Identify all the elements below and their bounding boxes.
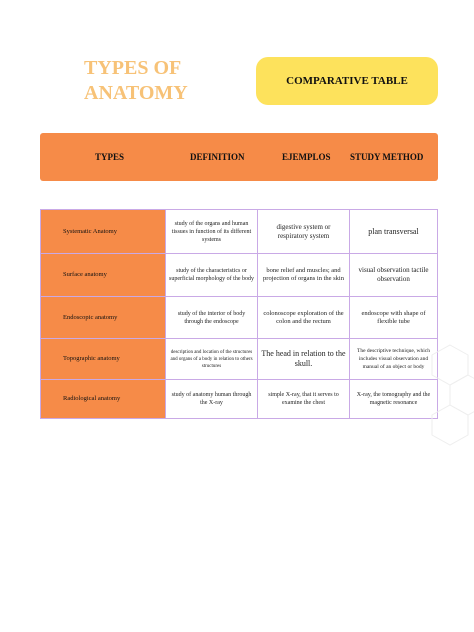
title-line-2: ANATOMY — [84, 82, 188, 104]
cell-definition: study of the interior of body through the endoscope — [165, 297, 257, 338]
cell-example: colonoscope exploration of the colon and the rectum — [257, 297, 349, 338]
cell-type: Systematic Anatomy — [41, 210, 165, 253]
table-row — [41, 380, 437, 418]
cell-example: digestive system or respiratory system — [257, 210, 349, 253]
header-definition: DEFINITION — [190, 152, 245, 162]
header-study-method: STUDY METHOD — [350, 152, 424, 162]
cell-method: X-ray, the tomography and the magnetic resonance — [349, 380, 437, 418]
cell-type: Surface anatomy — [41, 254, 165, 296]
header-types: TYPES — [95, 152, 125, 162]
cell-type: Radiological anatomy — [41, 380, 165, 418]
table-row — [41, 210, 437, 253]
cell-example: simple X-ray, that it serves to examine the chest — [257, 380, 349, 418]
table-header — [40, 133, 438, 181]
page-title — [84, 56, 188, 106]
cell-method: plan transversal — [349, 210, 437, 253]
comparative-table-badge: COMPARATIVE TABLE — [256, 57, 438, 105]
cell-definition: study of the characteristics or superficial morphology of the body — [165, 254, 257, 296]
cell-example: bone relief and muscles; and projection of organs in the skin — [257, 254, 349, 296]
hexagon-decoration-icon — [420, 340, 474, 450]
table-row — [41, 254, 437, 296]
title-line-1: TYPES OF — [84, 57, 182, 79]
cell-definition: study of the organs and human tissues in function of its different systems — [165, 210, 257, 253]
cell-type: Endoscopic anatomy — [41, 297, 165, 338]
cell-method: visual observation tactile observation — [349, 254, 437, 296]
cell-definition: study of anatomy human through the X-ray — [165, 380, 257, 418]
table-row — [41, 297, 437, 338]
cell-method: endoscope with shape of flexible tube — [349, 297, 437, 338]
cell-method: The descriptive technique, which includes visual observation and manual of an object or body — [349, 339, 437, 379]
cell-definition: description and location of the structures and organs of a body in relation to others structures — [165, 339, 257, 379]
comparison-table — [40, 209, 438, 419]
cell-example: The head in relation to the skull. — [257, 339, 349, 379]
cell-type: Topographic anatomy — [41, 339, 165, 379]
table-row — [41, 339, 437, 379]
header-examples: EJEMPLOS — [282, 152, 331, 162]
